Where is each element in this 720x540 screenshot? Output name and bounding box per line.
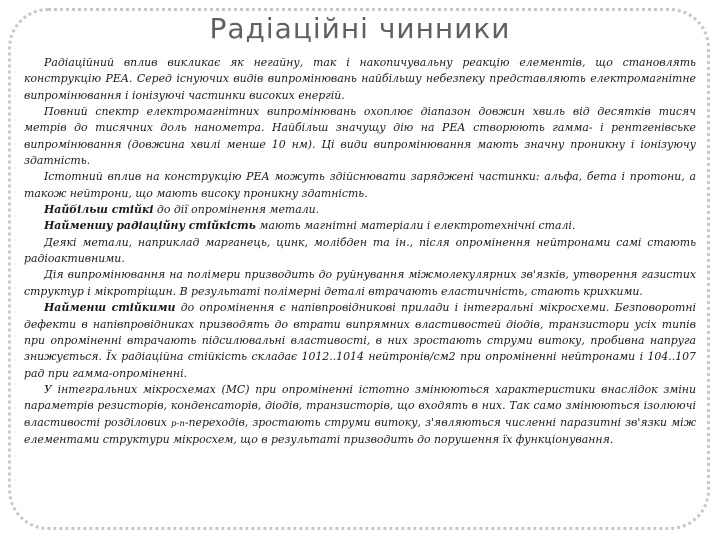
paragraph-6: Деякі метали, наприклад марганець, цинк, молібден та ін., після опромінення нейтронами самі стають радіоактивними. bbox=[24, 235, 696, 266]
paragraph-1: Радіаційний вплив викликає як негайну, так і накопичувальну реакцію елементів, що становлять конструкцію РЕА. Серед існуючих видів випромінювань найбільшу небезпеку представляють електромагнітне випромінювання і іонізуючі частинки високих енергій. bbox=[24, 56, 696, 102]
paragraph-8 bbox=[24, 300, 696, 382]
paragraph-9-text-a: У інтегральних мікросхемах (МС) при опроміненні істотно змінюються характеристики внаслідок зміни параметрів резисторів, конденсаторів, діодів, транзисторів, що входять в них. Так само змінюються ізолюючі властивості розділових bbox=[24, 382, 696, 429]
paragraph-7: Дія випромінювання на полімери призводить до руйнування міжмолекулярних зв'язків, утворення газистих структур і мікротріщин. В результаті полімерні деталі втрачають еластичність, стають крихкими. bbox=[24, 268, 696, 298]
pn-junction-label: p-n bbox=[171, 418, 185, 429]
paragraph-5-bold: Найменшу радіаційну стійкість bbox=[44, 219, 256, 233]
paragraph-5 bbox=[24, 218, 696, 234]
slide-title: Радіаційні чинники bbox=[209, 12, 511, 45]
paragraph-4-bold: Найбільш стійкі bbox=[44, 203, 154, 217]
paragraph-3: Істотний вплив на конструкцію РЕА можуть здійснювати заряджені частинки: альфа, бета і протони, а також нейтрони, що мають високу проникну здатність. bbox=[24, 170, 696, 200]
paragraph-4 bbox=[24, 202, 696, 218]
paragraph-2: Повний спектр електромагнітних випромінювань охоплює діапазон довжин хвиль від десятків тисяч метрів до тисячних доль нанометра. Найбільш значущу дію на РЕА створюють гамма- і рентгенівське випромінювання (довжина хвилі менше 10 нм). Ці види випромінювання мають значну проникну і іонізуючу здатність. bbox=[24, 105, 696, 168]
paragraph-4-text: до дії опромінення метали. bbox=[153, 203, 320, 217]
paragraph-8-bold: Найменш стійкими bbox=[44, 301, 176, 315]
paragraph-9-text-b: -переходів, зростають струми витоку, з'являються численні паразитні зв'язки між елементами структури мікросхем, що в результаті призводить до порушення їх функціонування. bbox=[24, 415, 697, 446]
paragraph-8-text: до опромінення є напівпровідникові прилади і інтегральні мікросхеми. Безповоротні дефекти в напівпровідниках призводять до втрати випрямних властивостей діодів, транзистори усіх типів при опроміненні втрачають підсилювальні властивості, в них зростають струми витоку, пробивна напруга знижується. Їх радіаційна стійкість складає 1012..1014 нейтронів/см2 при опроміненні нейтронами і 104..107 рад при гамма-опроміненні. bbox=[24, 301, 697, 380]
paragraph-9 bbox=[24, 382, 696, 448]
slide-body bbox=[24, 55, 696, 448]
paragraph-5-text: мають магнітні матеріали і електротехнічні сталі. bbox=[255, 219, 576, 233]
